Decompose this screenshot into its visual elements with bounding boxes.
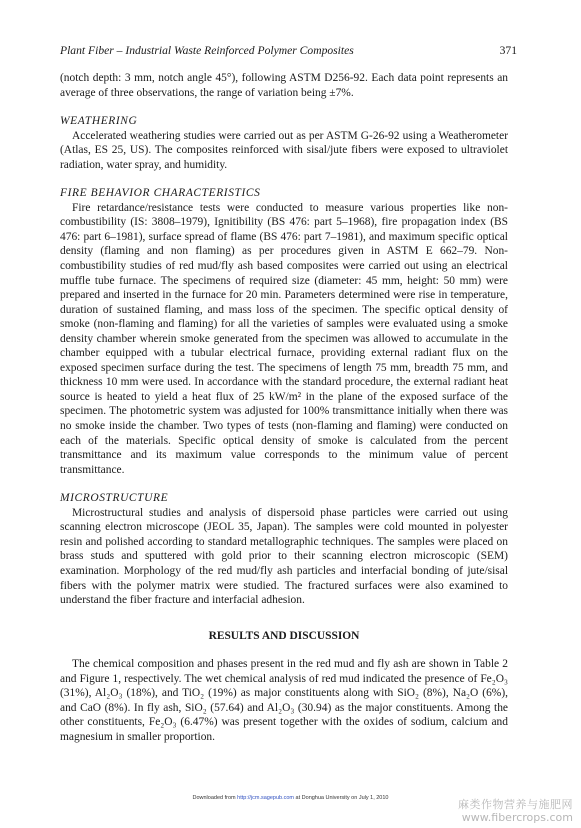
section-heading-microstructure: MICROSTRUCTURE [60, 492, 169, 505]
section-heading-results: RESULTS AND DISCUSSION [208, 629, 360, 642]
article-body [60, 71, 508, 744]
footer-prefix: Downloaded from [192, 795, 238, 801]
footer-link[interactable]: http://jcm.sagepub.com [237, 795, 295, 801]
section-heading-weathering: WEATHERING [60, 115, 138, 128]
weathering-paragraph: Accelerated weathering studies were carried out as per ASTM G-26-92 using a Weatherometer (Atlas, ES 25, US). The composites reinforced with sisal/jute fibers were exposed to ultraviolet radiation, water spray, and humidity. [60, 129, 508, 171]
page-number: 371 [499, 44, 517, 57]
section-heading-fire-behavior: FIRE BEHAVIOR CHARACTERISTICS [60, 187, 261, 200]
watermark-line1: 麻类作物营养与施肥网 [458, 798, 573, 811]
watermark-line2: www.fibercrops.com [461, 811, 573, 824]
page-header [60, 44, 517, 60]
fire-behavior-paragraph: Fire retardance/resistance tests were conducted to measure various properties like non-combustibility (IS: 3808–1979), Ignitibility (BS 476: part 5–1968), fire propagation index (BS 476: part 6–1981), surface spread of flame (BS 476: part 7–1981), and maximum specific optical density (flaming and non flaming) as per procedures given in ASTM E 662–79. Non-combustibility studies of red mud/fly ash based composites were carried out using an electrical muffle tube furnace. The specimens of required size (diameter: 45 mm, height: 50 mm) were prepared and inserted in the furnace for 20 min. Parameters determined were rise in temperature, duration of sustained flaming, and mass loss of the specimen. The specific optical density of smoke (non-flaming and flaming) for all the varieties of samples were evaluated using a smoke density chamber wherein smoke generated from the specimen was allowed to accumulate in the chamber equipped with a tubular electrical furnace, providing external radiant flux on the exposed specimen surface during the test. The specimens of length 75 mm, breadth 75 mm, and thickness 10 mm were used. In accordance with the standard procedure, the external radiant heat source is heated to yield a heat flux of 25 kW/m² in the plane of the exposed surface of the specimen. The photometric system was adjusted for 100% transmittance initially when there was no smoke inside the chamber. Two types of tests (non-flaming and flaming) were conducted on each of the materials. Specific optical density of smoke is calculated from the percent transmittance and its maximum value corresponds to the minimum value of percent transmittance. [60, 201, 508, 476]
microstructure-paragraph: Microstructural studies and analysis of dispersoid phase particles were carried out using scanning electron microscope (JEOL 35, Japan). The samples were cold mounted in polyester resin and polished according to standard metallographic techniques. The samples were placed on brass studs and sputtered with gold prior to their scanning electron microscopic (SEM) examination. Morphology of the red mud/fly ash particles and interfacial bonding of jute/sisal fibers with the polymer matrix were studied. The fractured surfaces were also examined to understand the fiber fracture and interfacial adhesion. [60, 506, 508, 607]
running-title: Plant Fiber – Industrial Waste Reinforced Polymer Composites [60, 44, 354, 57]
watermark [458, 798, 573, 824]
intro-paragraph: (notch depth: 3 mm, notch angle 45°), following ASTM D256-92. Each data point represents an average of three observations, the range of variation being ±7%. [60, 72, 508, 99]
results-paragraph: The chemical composition and phases present in the red mud and fly ash are shown in Table 2 and Figure 1, respectively. The wet chemical analysis of red mud indicated the presence of Fe₂O₃ (31%), Al₂O₃ (18%), and TiO₂ (19%) as major constituents along with SiO₂ (8%), Na₂O (6%), and CaO (8%). In fly ash, SiO₂ (57.64) and Al₂O₃ (30.94) as the major constituents. Among the other constituents, Fe₂O₃ (6.47%) was present together with the oxides of sodium, calcium and magnesium in smaller proportion. [60, 658, 508, 743]
footer-suffix: at Donghua University on July 1, 2010 [294, 795, 389, 801]
